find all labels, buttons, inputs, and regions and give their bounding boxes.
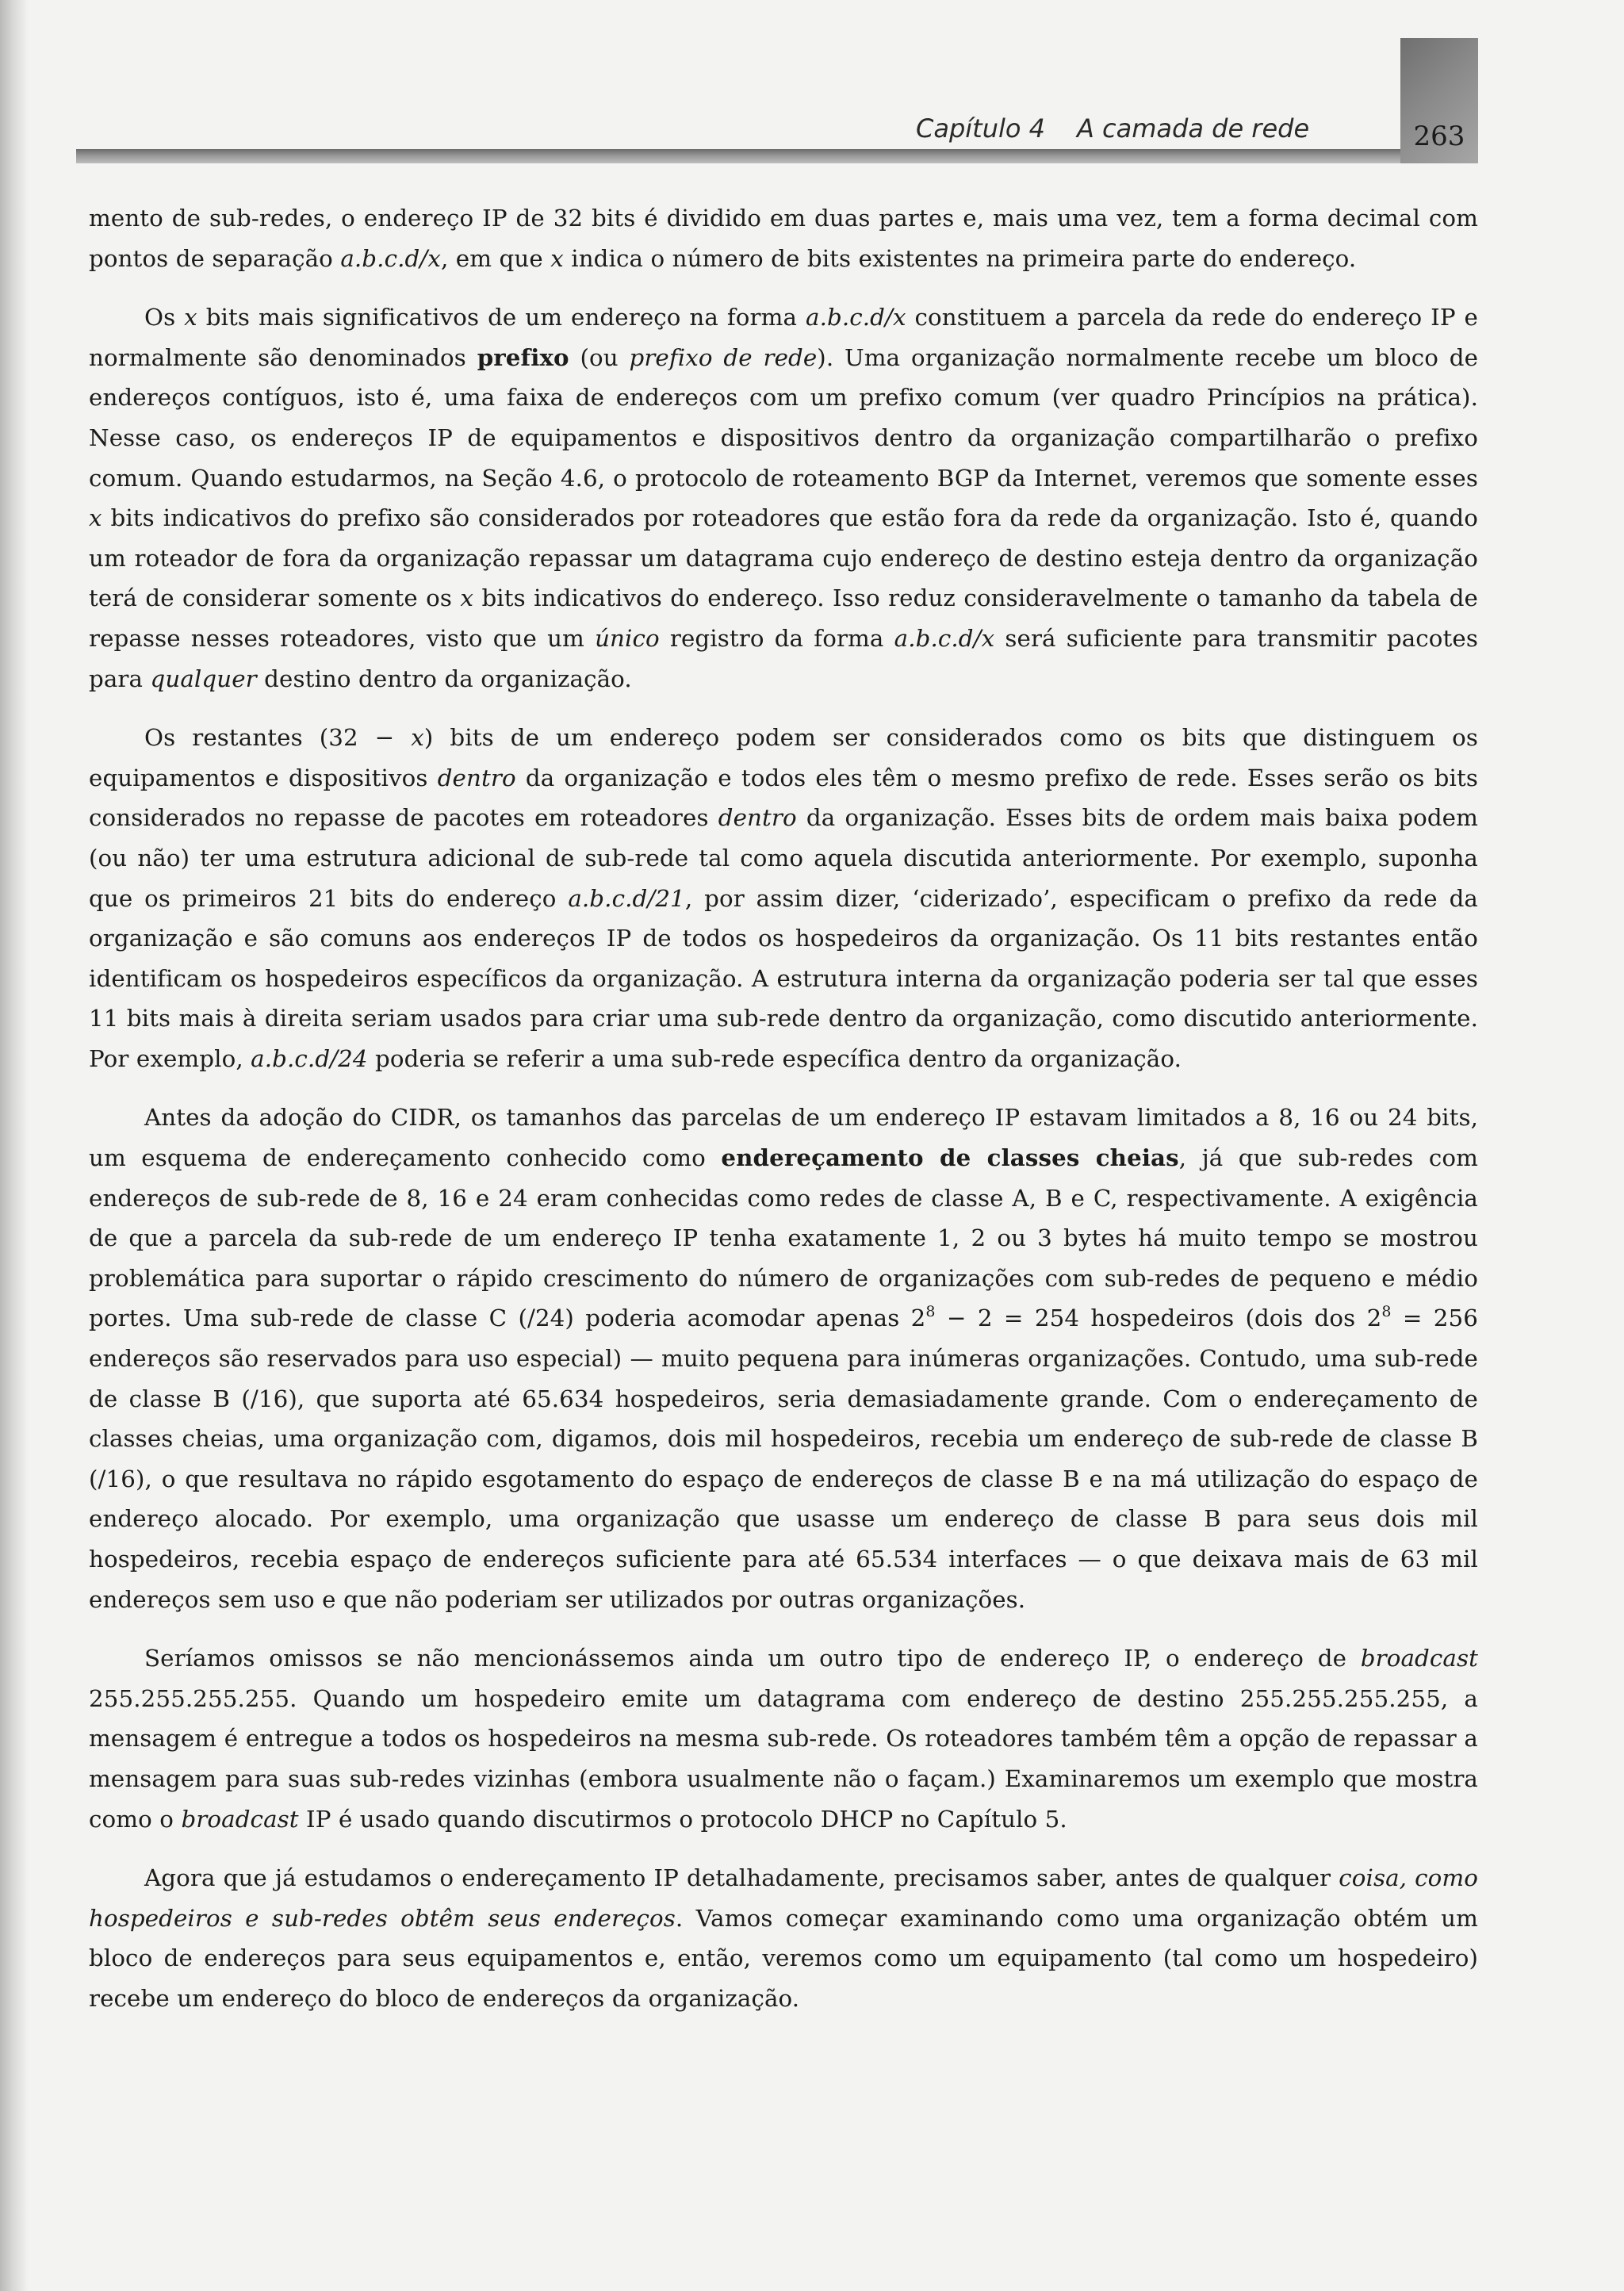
text-run: x xyxy=(89,504,102,532)
paragraph xyxy=(89,1638,1478,1839)
text-run: broadcast xyxy=(181,1805,299,1833)
text-run: . Vamos começar examinando como uma organização obtém um bloco de endereços para seus equipamentos e, então, veremos como um equipamento (tal como um hospedeiro) recebe um endereço do bloco de endereços da organização. xyxy=(89,1904,1478,2012)
text-run: a.b.c.d/x xyxy=(340,244,441,272)
text-run: indica o número de bits existentes na primeira parte do endereço. xyxy=(563,244,1357,272)
text-run: Seríamos omissos se não mencionássemos ainda um outro tipo de endereço IP, o endereço de xyxy=(144,1645,1361,1672)
text-run: registro da forma xyxy=(659,624,894,652)
text-run: = 256 endereços são reservados para uso especial) — muito pequena para inúmeras organizações. Contudo, uma sub-rede de classe B (/16), que suporta até 65.634 hospedeiros, seria demasiadamente grande. Com o endereçamento de classes cheias, uma organização com, digamos, dois mil hospedeiros, recebia um endereço de sub-rede de classe B (/16), o que resultava no rápido esgotamento do espaço de endereços de classe B e na má utilização do espaço de endereço alocado. Por exemplo, uma organização que usasse um endereço de classe B para seus dois mil hospedeiros, recebia espaço de endereços suficiente para até 65.534 interfaces — o que deixava mais de 63 mil endereços sem uso e que não poderiam ser utilizados por outras organizações. xyxy=(89,1304,1478,1613)
paragraph xyxy=(89,297,1478,699)
text-run: endereçamento de classes cheias xyxy=(721,1144,1179,1172)
text-run: 255.255.255.255. Quando um hospedeiro emite um datagrama com endereço de destino 255.255.255.255, a mensagem é entregue a todos os hospedeiros na mesma sub-rede. Os roteadores também têm a opção de repassar a mensagem para suas sub-redes vizinhas (embora usualmente não o façam.) Examinaremos um exemplo que mostra como o xyxy=(89,1684,1478,1833)
text-run: , por assim dizer, ‘ciderizado’, especificam o prefixo da rede da organização e são comuns aos endereços IP de todos os hospedeiros da organização. Os 11 bits restantes então identificam os hospedeiros específicos da organização. A estrutura interna da organização poderia ser tal que esses 11 bits mais à direita seriam usados para criar uma sub-rede dentro da organização, como discutido anteriormente. Por exemplo, xyxy=(89,884,1478,1072)
text-run: a.b.c.d/x xyxy=(806,304,906,331)
page-binding-shadow xyxy=(0,0,29,2291)
text-run: Agora que já estudamos o endereçamento IP detalhadamente, precisamos saber, antes de qualquer xyxy=(144,1864,1339,1892)
text-run: ). Uma organização normalmente recebe um bloco de endereços contíguos, isto é, uma faixa de endereços com um prefixo comum (ver quadro Princípios na prática). Nesse caso, os endereços IP de equipamentos e dispositivos dentro da organização compartilharão o prefixo comum. Quando estudarmos, na Seção 4.6, o protocolo de roteamento BGP da Internet, veremos que somente esses xyxy=(89,343,1479,492)
text-run: destino dentro da organização. xyxy=(256,665,632,692)
paragraph xyxy=(89,198,1478,278)
page-number: 263 xyxy=(1413,121,1465,152)
text-run: a.b.c.d/21 xyxy=(568,884,685,912)
text-run: bits indicativos do endereço. Isso reduz consideravelmente o tamanho da tabela de repasse nesses roteadores, visto que um xyxy=(89,584,1478,652)
text-run: bits mais significativos de um endereço na forma xyxy=(197,304,806,331)
text-run: mento de sub-redes, o endereço IP de 32 bits é dividido em duas partes e, mais uma vez, tem a forma decimal com pontos de separação xyxy=(89,205,1478,272)
text-run: x xyxy=(411,724,424,752)
text-run: dentro xyxy=(437,764,516,791)
text-run: a.b.c.d/x xyxy=(894,624,995,652)
text-run: 8 xyxy=(1381,1303,1392,1321)
text-run: único xyxy=(595,624,660,652)
text-run: x xyxy=(550,244,564,272)
text-run: prefixo xyxy=(477,343,569,371)
text-run: , em que xyxy=(440,244,551,272)
chapter-label: Capítulo 4 xyxy=(916,113,1045,144)
text-run: constituem a parcela da rede do endereço IP e normalmente são denominados xyxy=(89,304,1479,371)
text-run: broadcast xyxy=(1360,1645,1478,1672)
paragraph xyxy=(89,1858,1478,2018)
section-title: A camada de rede xyxy=(1076,113,1310,144)
text-run: poderia se referir a uma sub-rede específica dentro da organização. xyxy=(367,1044,1182,1072)
text-run: qualquer xyxy=(150,665,257,692)
text-run: Os restantes (32 − xyxy=(144,724,412,752)
text-run: Antes da adoção do CIDR, os tamanhos das parcelas de um endereço IP estavam limitados a 8, 16 ou 24 bits, um esquema de endereçamento conhecido como xyxy=(89,1104,1478,1172)
text-run: IP é usado quando discutirmos o protocolo DHCP no Capítulo 5. xyxy=(298,1805,1067,1833)
text-run: será suficiente para transmitir pacotes para xyxy=(89,624,1478,692)
text-run: prefixo de rede xyxy=(629,343,818,371)
text-run: a.b.c.d/24 xyxy=(251,1044,368,1072)
text-run: da organização e todos eles têm o mesmo prefixo de rede. Esses serão os bits considerados no repasse de pacotes em roteadores xyxy=(89,764,1478,832)
text-run: (ou xyxy=(569,343,630,371)
text-run: da organização. Esses bits de ordem mais baixa podem (ou não) ter uma estrutura adicional de sub-rede tal como aquela discutida anteriormente. Por exemplo, suponha que os primeiros 21 bits do endereço xyxy=(89,804,1478,912)
text-run: bits indicativos do prefixo são considerados por roteadores que estão fora da rede da organização. Isto é, quando um roteador de fora da organização repassar um datagrama cujo endereço de destino esteja dentro da organização terá de considerar somente os xyxy=(89,504,1478,612)
header-rule xyxy=(76,149,1477,163)
paragraph xyxy=(89,718,1478,1078)
page-number-tab xyxy=(1400,38,1478,163)
running-header xyxy=(916,111,1309,146)
body-text xyxy=(89,198,1478,2019)
text-run: Os xyxy=(144,304,185,331)
text-run: x xyxy=(460,584,474,612)
text-run: 8 xyxy=(925,1303,936,1321)
text-run: , já que sub-redes com endereços de sub-rede de 8, 16 e 24 eram conhecidas como redes de classe A, B e C, respectivamente. A exigência de que a parcela da sub-rede de um endereço IP tenha exatamente 1, 2 ou 3 bytes há muito tempo se mostrou problemática para suportar o rápido crescimento do número de organizações com sub-redes de pequeno e médio portes. Uma sub-rede de classe C (/24) poderia acomodar apenas 2 xyxy=(89,1144,1478,1332)
text-run: − 2 = 254 hospedeiros (dois dos 2 xyxy=(935,1304,1382,1332)
text-run: x xyxy=(184,304,197,331)
text-run: ) bits de um endereço podem ser considerados como os bits que distinguem os equipamentos e dispositivos xyxy=(89,724,1478,791)
paragraph xyxy=(89,1098,1478,1619)
text-run: coisa, como hospedeiros e sub-redes obtêm seus endereços xyxy=(89,1864,1478,1932)
text-run: dentro xyxy=(718,804,797,832)
